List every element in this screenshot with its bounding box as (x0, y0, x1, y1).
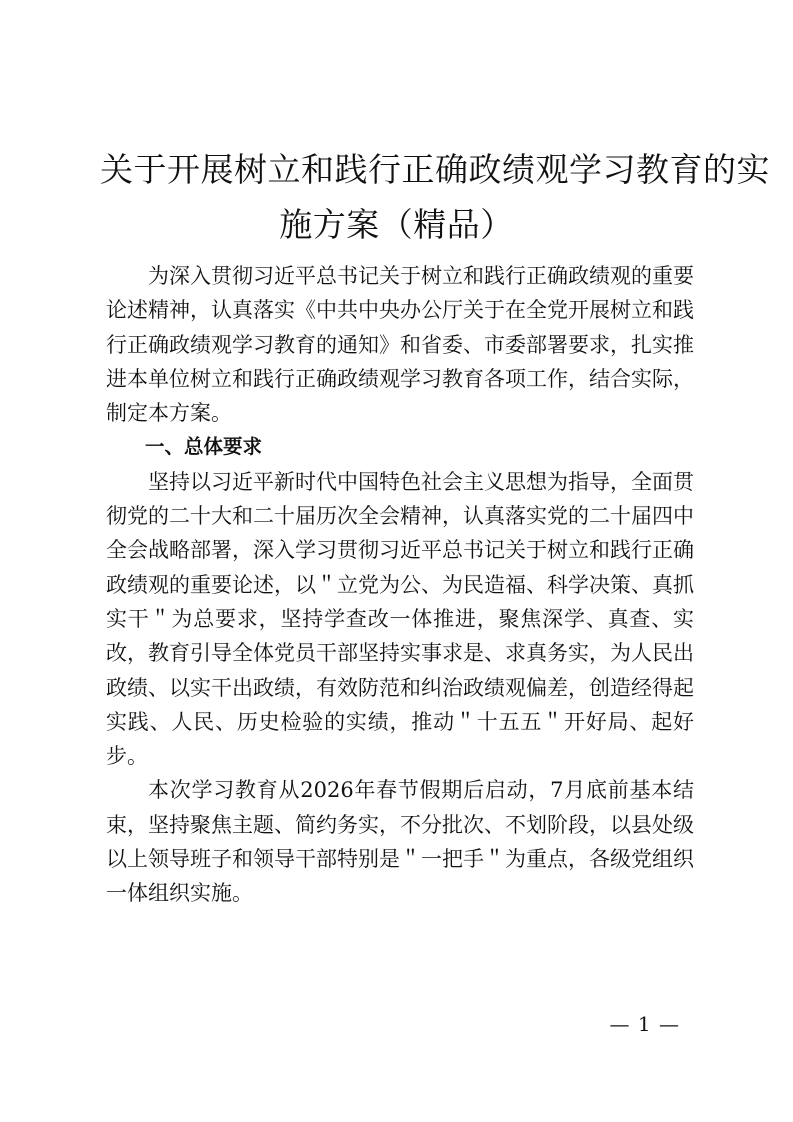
section-heading-general-requirements: 一、总体要求 (145, 435, 263, 459)
title-line-1: 关于开展树立和践行正确政绩观学习教育的实 (100, 150, 770, 189)
body-paragraph: 本次学习教育从2026年春节假期后启动，7月底前基本结束，坚持聚焦主题、简约务实，不分批次、不划阶段，以县处级以上领导班子和领导干部特别是＂一把手＂为重点，各级党组织一体组织实施。 (106, 778, 694, 906)
document-title (100, 142, 770, 252)
title-line-2: 施方案（精品） (279, 205, 514, 244)
body-paragraph: 坚持以习近平新时代中国特色社会主义思想为指导，全面贯彻党的二十大和二十届历次全会精神，认真落实党的二十届四中全会战略部署，深入学习贯彻习近平总书记关于树立和践行正确政绩观的重要论述，以＂立党为公、为民造福、科学决策、真抓实干＂为总要求，坚持学查改一体推进，聚焦深学、真查、实改，教育引导全体党员干部坚持实事求是、求真务实，为人民出政绩、以实干出政绩，有效防范和纠治政绩观偏差，创造经得起实践、人民、历史检验的实绩，推动＂十五五＂开好局、起好步。 (106, 469, 694, 769)
document-body (106, 259, 694, 911)
intro-paragraph: 为深入贯彻习近平总书记关于树立和践行正确政绩观的重要论述精神，认真落实《中共中央办公厅关于在全党开展树立和践行正确政绩观学习教育的通知》和省委、市委部署要求，扎实推进本单位树立和践行正确政绩观学习教育各项工作，结合实际，制定本方案。 (106, 264, 694, 426)
page-number: — 1 — (609, 1012, 680, 1036)
